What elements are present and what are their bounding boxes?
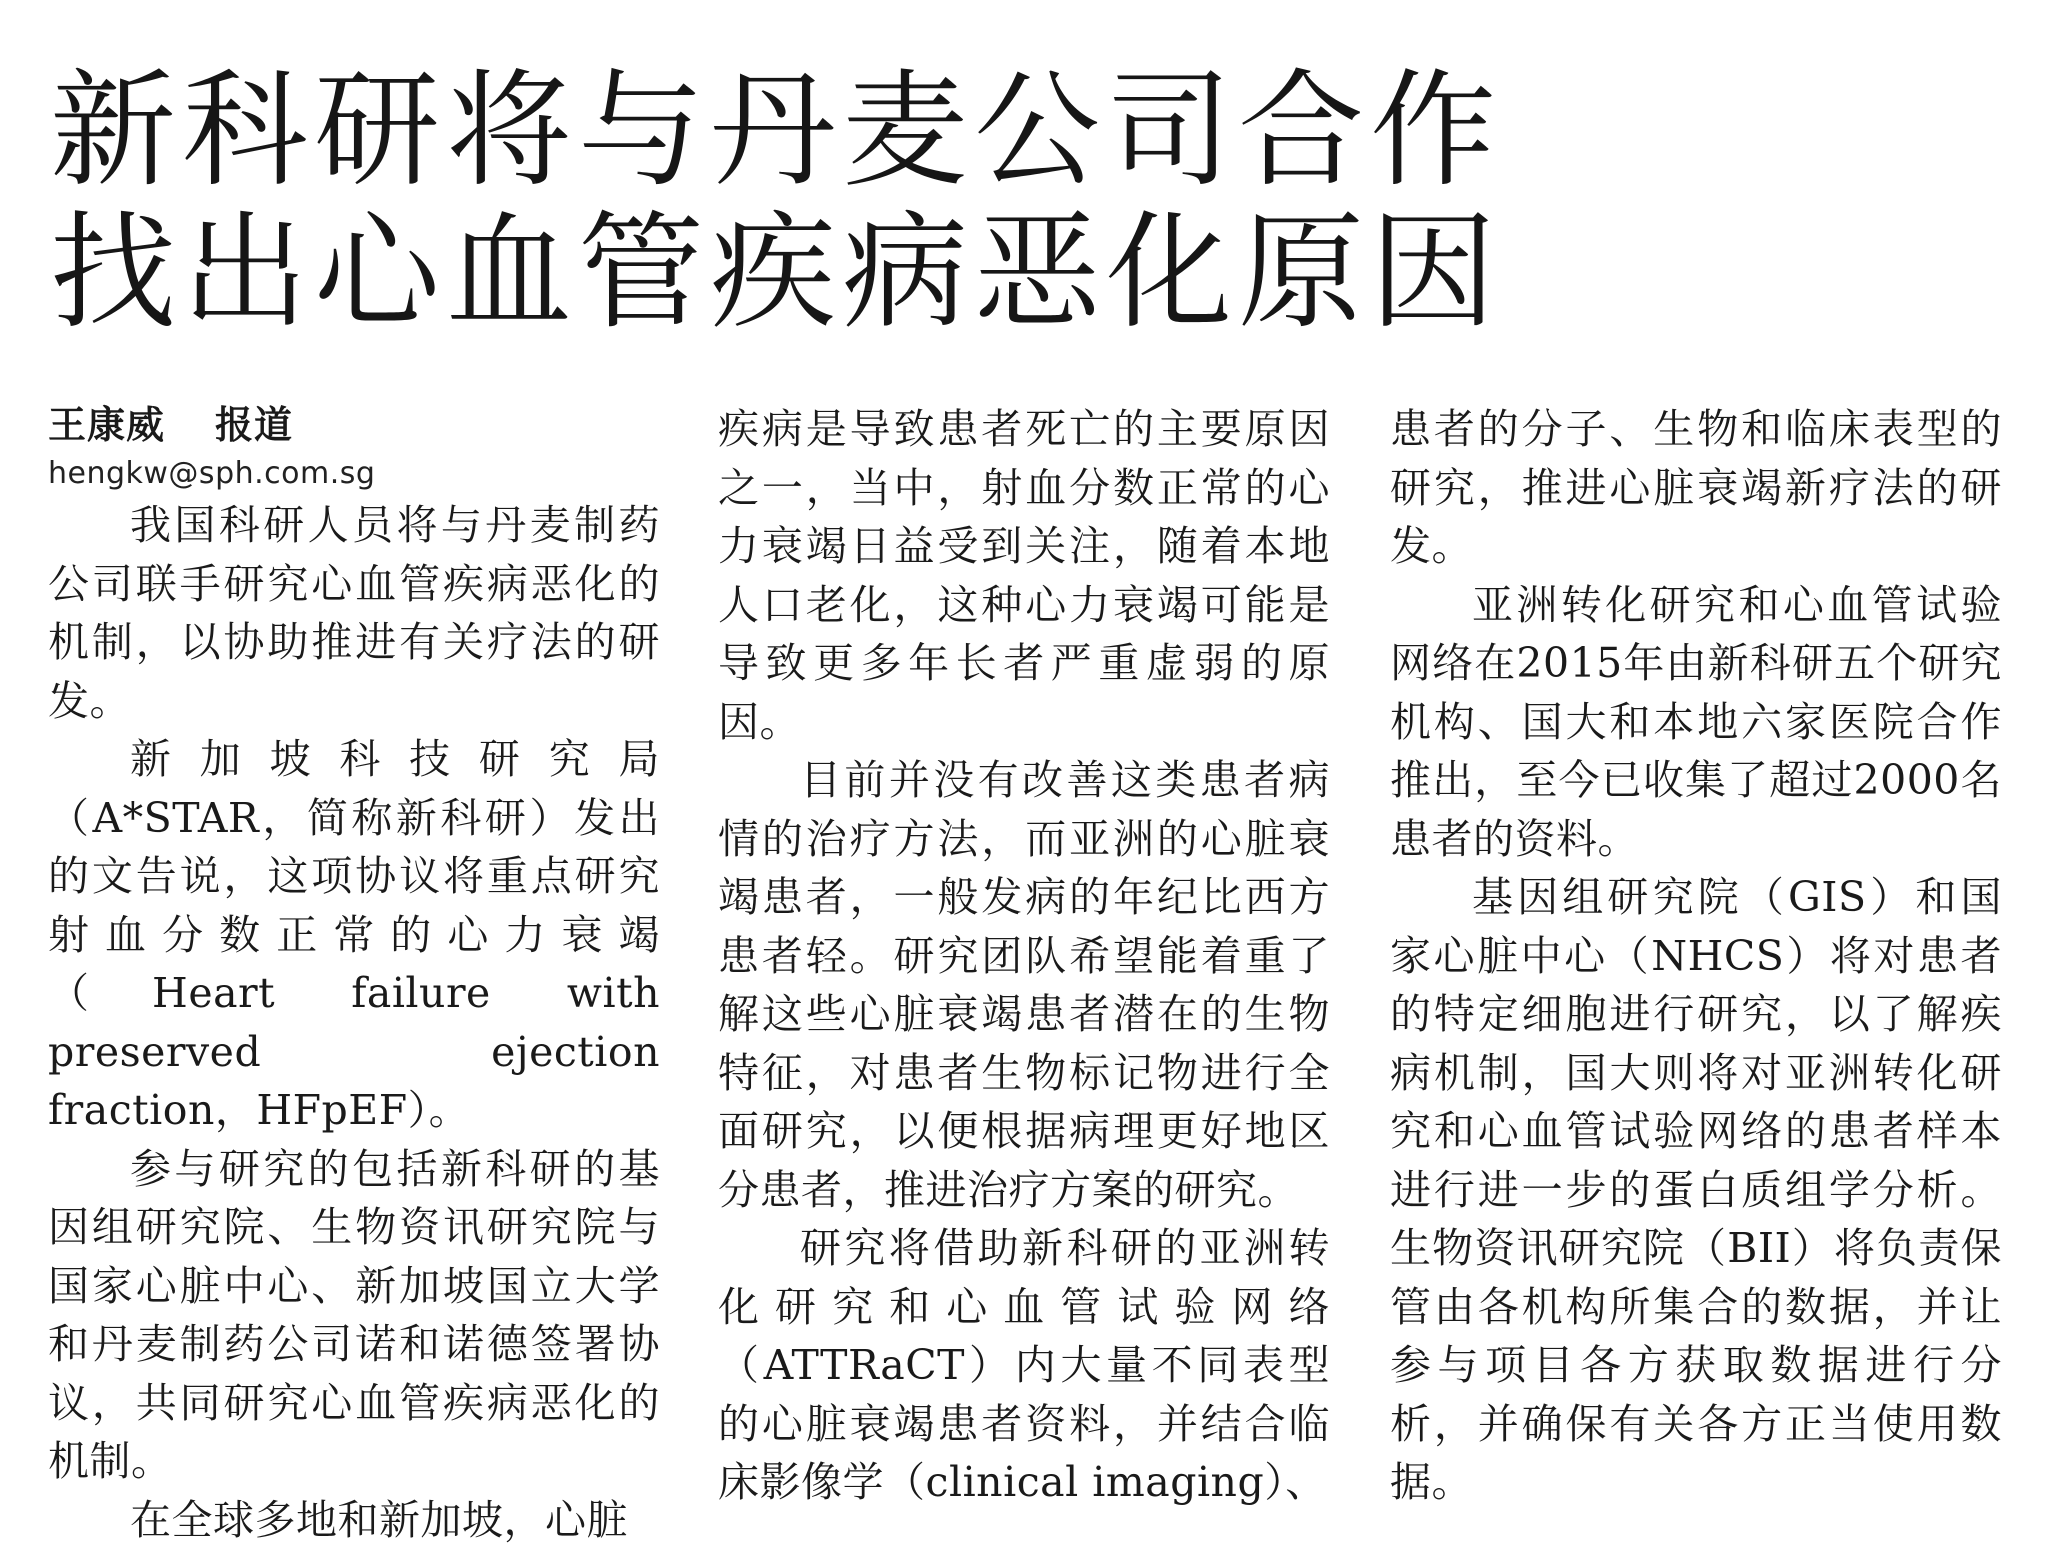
paragraph: 基因组研究院（GIS）和国家心脏中心（NHCS）将对患者的特定细胞进行研究，以了解疾病机制，国大则将对亚洲转化研究和心血管试验网络的患者样本进行进一步的蛋白质组学分析。生物资讯研究院（BII）将负责保管由各机构所集合的数据，并让参与项目各方获取数据进行分析，并确保有关各方正当使用数据。 [1390,873,2002,1506]
byline-author: 王康威 [48,403,166,447]
article-column-1 [48,398,660,1549]
article-column-3 [1390,400,2002,1512]
article-column-2 [718,400,1330,1512]
byline-role: 报道 [215,403,294,447]
paragraph: 参与研究的包括新科研的基因组研究院、生物资讯研究院与国家心脏中心、新加坡国立大学和丹麦制药公司诺和诺德签署协议，共同研究心血管疾病恶化的机制。 [48,1144,660,1485]
paragraph: 我国科研人员将与丹麦制药公司联手研究心血管疾病恶化的机制，以协助推进有关疗法的研发。 [48,501,660,725]
byline [48,398,660,452]
paragraph-continued: 疾病是导致患者死亡的主要原因之一，当中，射血分数正常的心力衰竭日益受到关注，随着本地人口老化，这种心力衰竭可能是导致更多年长者严重虚弱的原因。 [718,405,1330,746]
paragraph: 新加坡科技研究局（A*STAR，简称新科研）发出的文告说，这项协议将重点研究射血分数正常的心力衰竭（Heart failure with preserved ejection fraction，HFpEF）。 [48,735,660,1134]
paragraph: 亚洲转化研究和心血管试验网络在2015年由新科研五个研究机构、国大和本地六家医院合作推出，至今已收集了超过2000名患者的资料。 [1390,580,2002,863]
author-email: hengkw@sph.com.sg [48,456,376,491]
headline-line-1: 新科研将与丹麦公司合作 [50,57,1502,204]
paragraph: 在全球多地和新加坡，心脏 [130,1495,628,1544]
paragraph: 研究将借助新科研的亚洲转化研究和心血管试验网络（ATTRaCT）内大量不同表型的心脏衰竭患者资料，并结合临床影像学（clinical imaging）、 [718,1224,1330,1506]
headline-line-2: 找出心血管疾病恶化原因 [50,199,1502,346]
paragraph: 目前并没有改善这类患者病情的治疗方法，而亚洲的心脏衰竭患者，一般发病的年纪比西方患者轻。研究团队希望能着重了解这些心脏衰竭患者潜在的生物特征，对患者生物标记物进行全面研究，以便根据病理更好地区分患者，推进治疗方案的研究。 [718,756,1330,1214]
headline [50,57,1550,346]
paragraph-continued: 患者的分子、生物和临床表型的研究，推进心脏衰竭新疗法的研发。 [1390,405,2002,570]
